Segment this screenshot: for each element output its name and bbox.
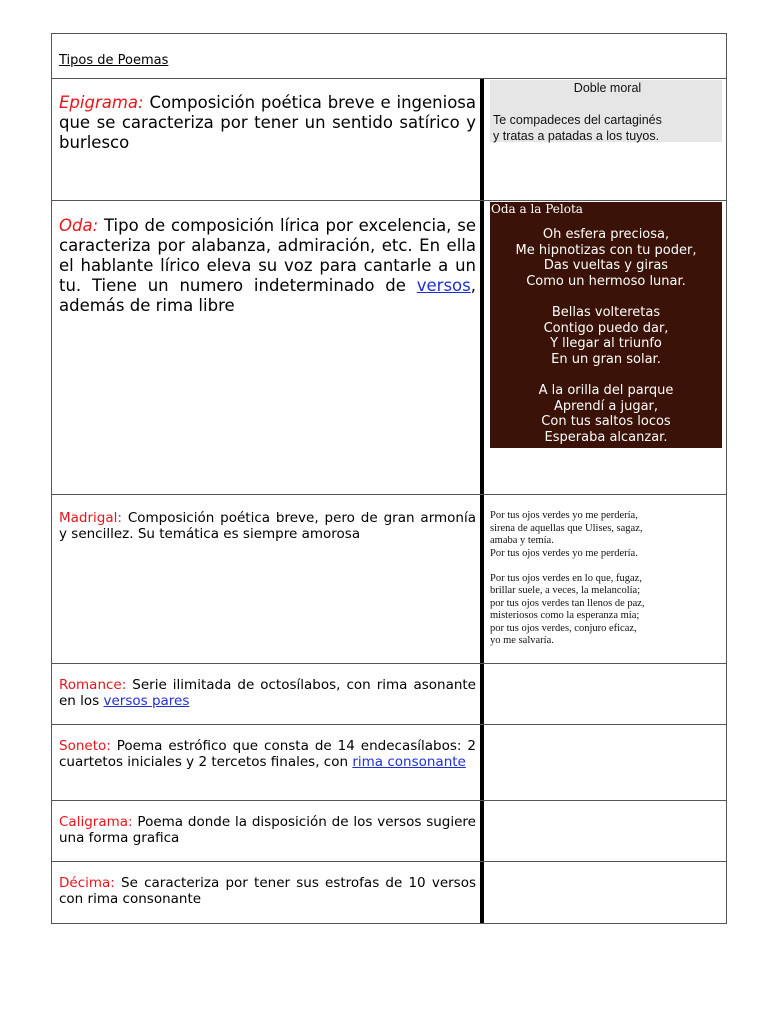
poem-stanza <box>490 305 722 367</box>
example-cell-epigrama <box>484 79 726 200</box>
definition-decima: Se caracteriza por tener sus estrofas de 10 versos con rima consonante <box>59 875 476 907</box>
poem-line: por tus ojos verdes tan llenos de paz, <box>490 597 645 609</box>
page-title: Tipos de Poemas <box>59 53 169 68</box>
example-poem-madrigal <box>490 495 720 648</box>
poem-line: por tus ojos verdes, conjuro eficaz, <box>490 622 637 634</box>
definition-cell-caligrama <box>52 801 480 861</box>
poem-line: A la orilla del parque <box>538 383 674 398</box>
table-row-romance <box>52 664 726 725</box>
definition-caligrama: Poema donde la disposición de los versos sugiere una forma grafica <box>59 814 476 846</box>
poem-stanza <box>490 383 722 445</box>
table-row-caligrama <box>52 801 726 862</box>
example-cell-oda <box>484 201 726 494</box>
stanza-gap <box>490 560 720 573</box>
table-row-epigrama <box>52 79 726 201</box>
example-title-doble-moral: Doble moral <box>573 81 642 95</box>
example-box-oda-a-la-pelota <box>490 202 722 448</box>
example-title-oda: Oda a la Pelota <box>491 202 583 216</box>
example-cell-decima <box>484 862 726 923</box>
poem-line: yo me salvaría. <box>490 635 554 646</box>
definition-cell-oda <box>52 201 480 494</box>
term-epigrama: Epigrama: <box>59 93 144 112</box>
definition-cell-madrigal <box>52 495 480 663</box>
example-line: y tratas a patadas a los tuyos. <box>493 129 660 143</box>
table-row-soneto <box>52 725 726 801</box>
poem-line: Bellas volteretas <box>551 305 661 320</box>
definition-oda-part1: Tipo de composición lírica por excelencia, se caracteriza por alabanza, admiración, etc. En ella el hablante lírico eleva su voz para cantarle a un tu. Tiene un numero indeterminado de <box>59 216 476 295</box>
definition-romance: Serie ilimitada de octosílabos, con rima asonante en los <box>59 677 476 709</box>
poem-line: Contigo puedo dar, <box>543 320 669 336</box>
definition-cell-soneto <box>52 725 480 800</box>
poem-line: misteriosos como la esperanza mía; <box>490 610 640 621</box>
poem-line: sirena de aquellas que Ulises, sagaz, <box>490 522 643 534</box>
link-versos[interactable]: versos <box>416 276 471 295</box>
definition-cell-epigrama <box>52 79 480 200</box>
term-caligrama: Caligrama: <box>59 814 133 830</box>
poem-line: Aprendí a jugar, <box>553 398 659 414</box>
poem-stanza <box>490 227 722 289</box>
poem-line: Y llegar al triunfo <box>550 336 662 351</box>
poem-line: Como un hermoso lunar. <box>526 273 686 289</box>
table-row-decima <box>52 862 726 923</box>
poem-line: En un gran solar. <box>551 351 661 367</box>
example-cell-madrigal <box>484 495 726 663</box>
poem-types-table <box>51 33 727 924</box>
term-soneto: Soneto: <box>59 738 111 754</box>
poem-line: amaba y temía. <box>490 535 554 546</box>
term-romance: Romance: <box>59 677 127 693</box>
example-box-doble-moral <box>490 80 722 142</box>
poem-line: Por tus ojos verdes yo me perdería. <box>490 547 638 559</box>
poem-line: Esperaba alcanzar. <box>544 429 668 445</box>
definition-madrigal: Composición poética breve, pero de gran armonía y sencillez. Su temática es siempre amorosa <box>59 510 476 542</box>
poem-line: Oh esfera preciosa, <box>542 227 670 242</box>
table-title-row <box>52 34 726 79</box>
term-decima: Décima: <box>59 875 115 891</box>
link-versos-pares[interactable]: versos pares <box>103 693 190 709</box>
poem-line: brillar suele, a veces, la melancolía; <box>490 585 641 596</box>
example-cell-romance <box>484 664 726 724</box>
term-madrigal: Madrigal: <box>59 510 122 526</box>
poem-line: Por tus ojos verdes yo me perdería, <box>490 510 638 521</box>
definition-cell-romance <box>52 664 480 724</box>
poem-line: Por tus ojos verdes en lo que, fugaz, <box>490 572 642 584</box>
example-cell-soneto <box>484 725 726 800</box>
example-line: Te compadeces del cartaginés <box>493 113 662 127</box>
poem-line: Con tus saltos locos <box>541 414 671 429</box>
term-oda: Oda: <box>59 216 99 235</box>
definition-epigrama: Composición poética breve e ingeniosa que se caracteriza por tener un sentido satírico y burlesco <box>59 93 476 152</box>
table-row-madrigal <box>52 495 726 664</box>
table-row-oda <box>52 201 726 495</box>
poem-line: Me hipnotizas con tu poder, <box>515 242 697 258</box>
poem-line: Das vueltas y giras <box>543 258 669 273</box>
link-rima-consonante[interactable]: rima consonante <box>352 754 466 770</box>
definition-cell-decima <box>52 862 480 923</box>
example-cell-caligrama <box>484 801 726 861</box>
definition-oda-part2: , además de rima libre <box>59 276 476 315</box>
definition-soneto: Poema estrófico que consta de 14 endecasílabos: 2 cuartetos iniciales y 2 tercetos finales, con <box>59 738 476 770</box>
